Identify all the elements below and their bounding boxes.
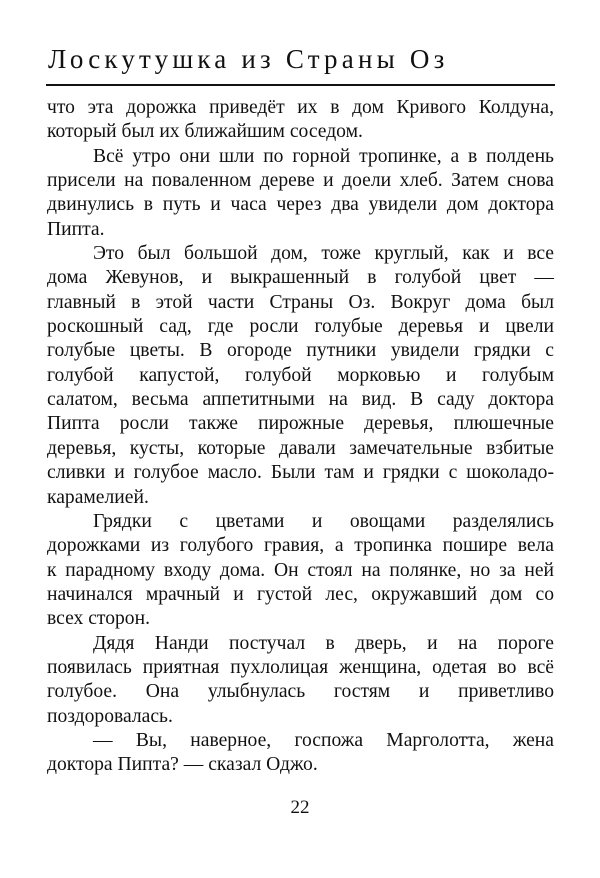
page-number: 22 — [290, 797, 310, 818]
text-line: деревья, кусты, которые давали замечательные взбитые — [47, 437, 554, 459]
text-line: карамелией. — [47, 486, 149, 508]
text-line: салатом, весьма аппетитными на вид. В саду доктора — [47, 389, 554, 411]
text-line: поздоровалась. — [47, 705, 173, 727]
text-line: который был их ближайшим соседом. — [47, 121, 363, 143]
text-line: всех сторон. — [47, 608, 150, 630]
text-line: голубые цветы. В огороде путники увидели грядки с — [47, 340, 554, 362]
text-line: Это был большой дом, тоже круглый, как и все — [93, 243, 554, 265]
header-rule — [46, 84, 555, 86]
text-line: появилась приятная пухлолицая женщина, одетая во всё — [47, 656, 554, 678]
text-line: голубое. Она улыбнулась гостям и приветливо — [47, 681, 554, 703]
text-line: роскошный сад, где росли голубые деревья и цвели — [47, 316, 554, 338]
text-line: Пипта. — [47, 218, 105, 240]
running-head: Лоскутушка из Страны Оз — [48, 44, 449, 74]
text-line: присели на поваленном дереве и доели хлеб. Затем снова — [47, 170, 554, 192]
text-line: что эта дорожка приведёт их в дом Кривого Колдуна, — [47, 97, 554, 118]
text-line: доктора Пипта? — сказал Оджо. — [47, 754, 318, 776]
text-line: начинался мрачный и густой лес, окружавший дом со — [47, 583, 554, 605]
text-line: к парадному входу дома. Он стоял на полянке, но за ней — [47, 559, 554, 581]
text-line: главный в этой части Страны Оз. Вокруг дома был — [47, 291, 554, 313]
text-line: голубой капустой, голубой морковью и голубым — [47, 364, 554, 386]
body-text — [47, 96, 554, 778]
text-line: двинулись в путь и часа через два увидели дом доктора — [47, 194, 554, 216]
text-line: Пипта росли также пирожные деревья, плюшечные — [47, 413, 554, 435]
text-line: дома Жевунов, и выкрашенный в голубой цвет — — [47, 267, 554, 289]
text-line: Дядя Нанди постучал в дверь, и на пороге — [93, 632, 554, 654]
text-line: Грядки с цветами и овощами разделялись — [93, 510, 554, 532]
text-line: дорожками из голубого гравия, а тропинка пошире вела — [47, 535, 554, 557]
text-line: — Вы, наверное, госпожа Марголотта, жена — [93, 729, 554, 751]
text-line: Всё утро они шли по горной тропинке, а в полдень — [93, 145, 554, 167]
text-line: сливки и голубое масло. Были там и грядки с шоколадо- — [47, 462, 554, 484]
